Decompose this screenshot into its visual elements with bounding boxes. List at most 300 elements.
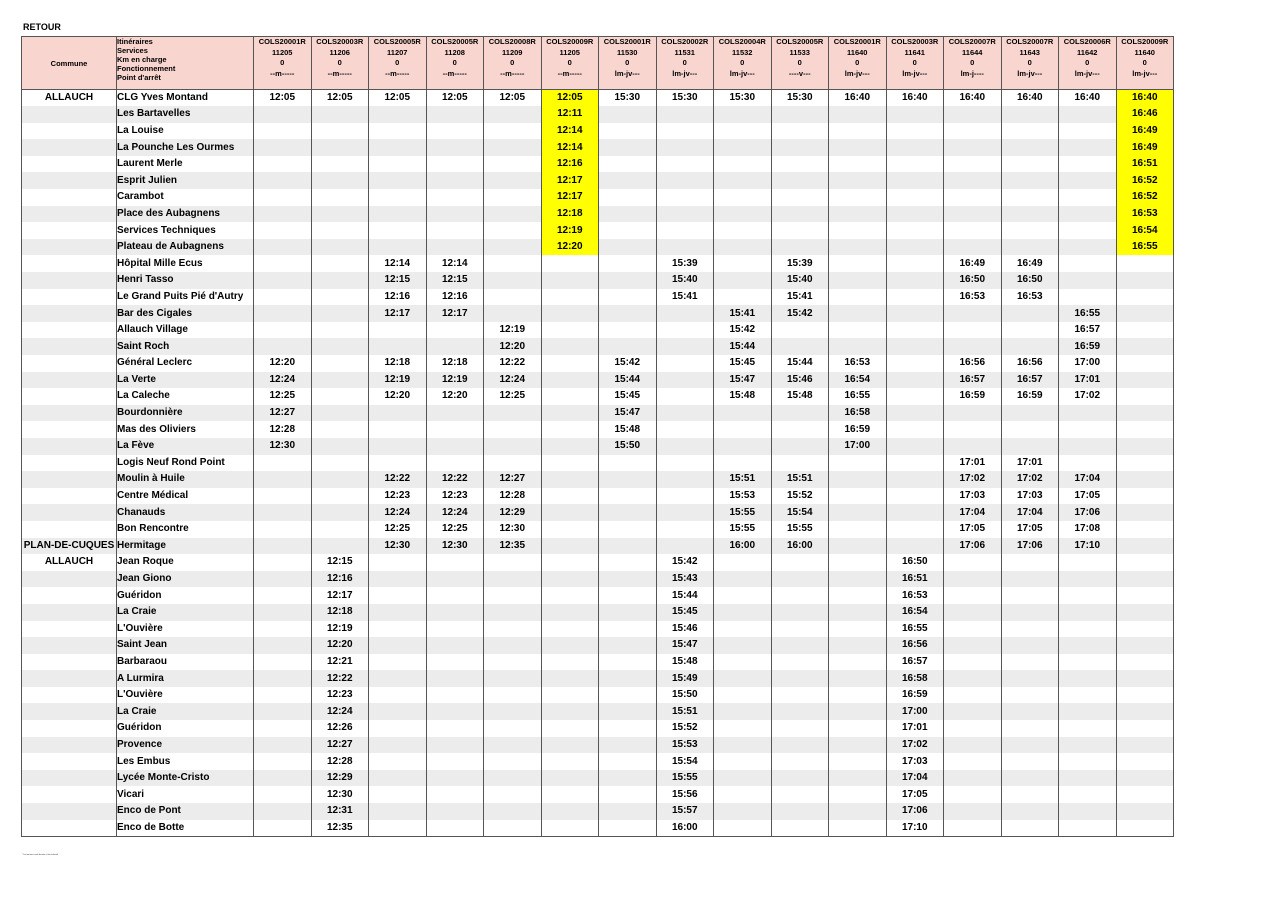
- time-cell: 12:14: [541, 139, 599, 156]
- table-row: [22, 255, 1174, 272]
- time-cell: [1059, 770, 1117, 787]
- time-cell: 12:20: [541, 239, 599, 256]
- table-row: [22, 156, 1174, 173]
- trip-itin: COLS20007R: [1006, 37, 1054, 46]
- time-cell: [254, 521, 312, 538]
- time-cell: [656, 421, 714, 438]
- table-row: [22, 571, 1174, 588]
- commune-cell: [22, 305, 117, 322]
- time-cell: 12:15: [369, 272, 427, 289]
- time-cell: 12:16: [369, 289, 427, 306]
- table-row: [22, 405, 1174, 422]
- time-cell: 12:24: [426, 504, 484, 521]
- time-cell: [484, 172, 542, 189]
- commune-cell: [22, 703, 117, 720]
- time-cell: [541, 521, 599, 538]
- time-cell: 15:56: [656, 786, 714, 803]
- stop-name: Mas des Oliviers: [117, 421, 254, 438]
- time-cell: 12:14: [541, 123, 599, 140]
- time-cell: [1116, 322, 1174, 339]
- time-cell: [369, 703, 427, 720]
- time-cell: [886, 305, 944, 322]
- time-cell: [829, 206, 887, 223]
- time-cell: [541, 338, 599, 355]
- time-cell: [1116, 720, 1174, 737]
- stop-name: Esprit Julien: [117, 172, 254, 189]
- time-cell: [1116, 703, 1174, 720]
- time-cell: [1059, 272, 1117, 289]
- trip-fonct: lm-jv---: [1132, 68, 1158, 78]
- time-cell: [254, 654, 312, 671]
- time-cell: [1059, 239, 1117, 256]
- stop-name: Place des Aubagnens: [117, 206, 254, 223]
- table-row: [22, 106, 1174, 123]
- stop-name: Saint Roch: [117, 338, 254, 355]
- time-cell: [829, 554, 887, 571]
- commune-cell: [22, 621, 117, 638]
- time-cell: [771, 670, 829, 687]
- time-cell: 12:22: [311, 670, 369, 687]
- time-cell: 15:30: [656, 90, 714, 107]
- time-cell: [829, 720, 887, 737]
- trip-km: 0: [1085, 58, 1090, 67]
- time-cell: [254, 305, 312, 322]
- time-cell: [311, 305, 369, 322]
- time-cell: [541, 786, 599, 803]
- stop-name: Jean Roque: [117, 554, 254, 571]
- time-cell: [254, 123, 312, 140]
- time-cell: [369, 206, 427, 223]
- time-cell: 12:30: [254, 438, 312, 455]
- time-cell: [311, 538, 369, 555]
- table-row: [22, 786, 1174, 803]
- time-cell: [426, 239, 484, 256]
- commune-cell: [22, 654, 117, 671]
- time-cell: 12:26: [311, 720, 369, 737]
- time-cell: [886, 239, 944, 256]
- time-cell: [254, 538, 312, 555]
- time-cell: 15:54: [656, 753, 714, 770]
- time-cell: [1116, 305, 1174, 322]
- time-cell: [714, 703, 772, 720]
- time-cell: 15:48: [714, 388, 772, 405]
- time-cell: [426, 720, 484, 737]
- time-cell: [714, 786, 772, 803]
- time-cell: [714, 654, 772, 671]
- time-cell: [541, 405, 599, 422]
- trip-itin: COLS20004R: [718, 37, 766, 46]
- time-cell: [311, 405, 369, 422]
- time-cell: 15:39: [656, 255, 714, 272]
- time-cell: [944, 139, 1002, 156]
- trip-km: 0: [797, 58, 802, 67]
- time-cell: [369, 587, 427, 604]
- time-cell: [1001, 654, 1059, 671]
- time-cell: [656, 355, 714, 372]
- commune-cell: [22, 421, 117, 438]
- trip-service: 11644: [962, 47, 983, 57]
- time-cell: [771, 554, 829, 571]
- timetable: [21, 36, 1174, 837]
- trip-km: 0: [970, 58, 975, 67]
- time-cell: 15:55: [714, 521, 772, 538]
- table-row: [22, 770, 1174, 787]
- time-cell: [1116, 637, 1174, 654]
- stop-name: Moulin à Huile: [117, 471, 254, 488]
- time-cell: [1059, 587, 1117, 604]
- time-cell: 12:14: [369, 255, 427, 272]
- time-cell: [254, 687, 312, 704]
- time-cell: [484, 222, 542, 239]
- time-cell: 15:55: [714, 504, 772, 521]
- time-cell: [944, 222, 1002, 239]
- time-cell: [311, 488, 369, 505]
- time-cell: 16:49: [1116, 139, 1174, 156]
- time-cell: [771, 421, 829, 438]
- label-fonctionnement: Fonctionnement: [117, 64, 176, 73]
- commune-cell: [22, 455, 117, 472]
- time-cell: [1059, 156, 1117, 173]
- time-cell: [886, 222, 944, 239]
- time-cell: [1116, 388, 1174, 405]
- time-cell: [254, 786, 312, 803]
- commune-cell: [22, 222, 117, 239]
- time-cell: 16:50: [1001, 272, 1059, 289]
- time-cell: [484, 405, 542, 422]
- time-cell: [771, 106, 829, 123]
- time-cell: [369, 123, 427, 140]
- time-cell: [886, 521, 944, 538]
- time-cell: [1059, 687, 1117, 704]
- time-cell: [541, 571, 599, 588]
- time-cell: [771, 621, 829, 638]
- time-cell: [714, 803, 772, 820]
- time-cell: [1059, 438, 1117, 455]
- trip-header: [1001, 37, 1059, 90]
- time-cell: 15:54: [771, 504, 829, 521]
- time-cell: 15:30: [599, 90, 657, 107]
- time-cell: 16:58: [886, 670, 944, 687]
- commune-cell: PLAN-DE-CUQUES: [22, 538, 117, 555]
- time-cell: 12:16: [311, 571, 369, 588]
- commune-cell: [22, 388, 117, 405]
- time-cell: 12:05: [484, 90, 542, 107]
- trip-service: 11642: [1077, 47, 1098, 57]
- stop-name: Bourdonnière: [117, 405, 254, 422]
- time-cell: [369, 405, 427, 422]
- time-cell: [656, 538, 714, 555]
- time-cell: [599, 770, 657, 787]
- commune-cell: [22, 272, 117, 289]
- time-cell: [254, 554, 312, 571]
- time-cell: 17:00: [829, 438, 887, 455]
- table-row: [22, 90, 1174, 107]
- trip-header: [829, 37, 887, 90]
- commune-cell: [22, 289, 117, 306]
- time-cell: [311, 455, 369, 472]
- time-cell: 15:48: [656, 654, 714, 671]
- time-cell: [656, 222, 714, 239]
- time-cell: 15:39: [771, 255, 829, 272]
- time-cell: [254, 770, 312, 787]
- time-cell: 15:42: [714, 322, 772, 339]
- stop-name: La Louise: [117, 123, 254, 140]
- time-cell: [1059, 289, 1117, 306]
- time-cell: [599, 654, 657, 671]
- time-cell: [1001, 554, 1059, 571]
- time-cell: [426, 222, 484, 239]
- time-cell: 16:56: [944, 355, 1002, 372]
- time-cell: [829, 272, 887, 289]
- time-cell: 17:02: [1059, 388, 1117, 405]
- time-cell: [944, 670, 1002, 687]
- time-cell: 12:28: [311, 753, 369, 770]
- time-cell: 15:47: [599, 405, 657, 422]
- time-cell: [944, 786, 1002, 803]
- time-cell: [599, 720, 657, 737]
- time-cell: [656, 106, 714, 123]
- time-cell: 16:54: [1116, 222, 1174, 239]
- time-cell: [714, 637, 772, 654]
- time-cell: 12:22: [369, 471, 427, 488]
- table-row: [22, 139, 1174, 156]
- time-cell: [369, 654, 427, 671]
- time-cell: 12:24: [311, 703, 369, 720]
- time-cell: [369, 172, 427, 189]
- time-cell: [599, 471, 657, 488]
- time-cell: 12:17: [541, 189, 599, 206]
- commune-cell: [22, 438, 117, 455]
- time-cell: [886, 289, 944, 306]
- time-cell: [714, 222, 772, 239]
- time-cell: [1001, 322, 1059, 339]
- time-cell: [426, 156, 484, 173]
- time-cell: 16:55: [1059, 305, 1117, 322]
- time-cell: 16:00: [656, 820, 714, 837]
- time-cell: [1059, 123, 1117, 140]
- time-cell: [484, 687, 542, 704]
- time-cell: 12:30: [369, 538, 427, 555]
- time-cell: 16:46: [1116, 106, 1174, 123]
- time-cell: [1116, 820, 1174, 837]
- stop-name: Lycée Monte-Cristo: [117, 770, 254, 787]
- time-cell: 16:58: [829, 405, 887, 422]
- trip-itin: COLS20002R: [661, 37, 709, 46]
- time-cell: 17:06: [944, 538, 1002, 555]
- time-cell: [944, 803, 1002, 820]
- time-cell: [1116, 571, 1174, 588]
- time-cell: 15:48: [771, 388, 829, 405]
- time-cell: [369, 670, 427, 687]
- time-cell: 16:53: [1001, 289, 1059, 306]
- time-cell: [944, 621, 1002, 638]
- time-cell: [311, 504, 369, 521]
- time-cell: [311, 156, 369, 173]
- time-cell: [484, 770, 542, 787]
- time-cell: [886, 488, 944, 505]
- time-cell: 12:22: [426, 471, 484, 488]
- commune-cell: [22, 156, 117, 173]
- time-cell: 16:57: [1059, 322, 1117, 339]
- commune-cell: [22, 355, 117, 372]
- trip-service: 11643: [1019, 47, 1040, 57]
- time-cell: 16:52: [1116, 189, 1174, 206]
- time-cell: 16:50: [886, 554, 944, 571]
- trip-itin: COLS20001R: [258, 37, 306, 46]
- stop-name: Les Embus: [117, 753, 254, 770]
- time-cell: [771, 703, 829, 720]
- stop-name: Centre Médical: [117, 488, 254, 505]
- time-cell: [484, 720, 542, 737]
- time-cell: [656, 504, 714, 521]
- time-cell: [484, 637, 542, 654]
- label-itineraires: Itinéraires: [117, 37, 153, 46]
- trip-fonct: --m-----: [442, 68, 467, 78]
- footnote: * les horaires sont donnés à titre indicatif: [22, 854, 59, 856]
- time-cell: 17:08: [1059, 521, 1117, 538]
- trip-fonct: lm-jv---: [1074, 68, 1100, 78]
- time-cell: 12:05: [426, 90, 484, 107]
- time-cell: [599, 156, 657, 173]
- time-cell: [886, 504, 944, 521]
- time-cell: [886, 206, 944, 223]
- time-cell: [944, 604, 1002, 621]
- table-row: [22, 488, 1174, 505]
- time-cell: [541, 737, 599, 754]
- time-cell: [1001, 770, 1059, 787]
- time-cell: [714, 272, 772, 289]
- trip-km: 0: [1027, 58, 1032, 67]
- time-cell: [829, 305, 887, 322]
- time-cell: [944, 156, 1002, 173]
- stop-name: Enco de Botte: [117, 820, 254, 837]
- stop-name: Allauch Village: [117, 322, 254, 339]
- time-cell: [829, 786, 887, 803]
- time-cell: [426, 786, 484, 803]
- time-cell: 15:48: [599, 421, 657, 438]
- trip-header: [541, 37, 599, 90]
- time-cell: [714, 554, 772, 571]
- time-cell: 17:02: [944, 471, 1002, 488]
- time-cell: [714, 289, 772, 306]
- time-cell: [771, 571, 829, 588]
- time-cell: [944, 637, 1002, 654]
- trip-service: 11532: [732, 47, 753, 57]
- time-cell: [426, 322, 484, 339]
- time-cell: [254, 106, 312, 123]
- time-cell: 16:40: [829, 90, 887, 107]
- time-cell: [369, 770, 427, 787]
- time-cell: [829, 471, 887, 488]
- trip-header: [944, 37, 1002, 90]
- time-cell: [599, 488, 657, 505]
- time-cell: 16:49: [1001, 255, 1059, 272]
- time-cell: 17:04: [886, 770, 944, 787]
- time-cell: [714, 621, 772, 638]
- trip-service: 11640: [1134, 47, 1155, 57]
- time-cell: [369, 554, 427, 571]
- time-cell: [254, 239, 312, 256]
- stop-name: Chanauds: [117, 504, 254, 521]
- time-cell: [771, 206, 829, 223]
- table-row: [22, 388, 1174, 405]
- time-cell: 16:54: [886, 604, 944, 621]
- time-cell: 17:03: [1001, 488, 1059, 505]
- time-cell: 17:02: [1001, 471, 1059, 488]
- trip-fonct: lm-jv---: [902, 68, 928, 78]
- commune-cell: [22, 405, 117, 422]
- time-cell: 17:05: [1001, 521, 1059, 538]
- stop-name: La Pounche Les Ourmes: [117, 139, 254, 156]
- time-cell: [714, 206, 772, 223]
- time-cell: [254, 156, 312, 173]
- time-cell: [886, 338, 944, 355]
- stop-name: Provence: [117, 737, 254, 754]
- time-cell: [829, 654, 887, 671]
- table-row: [22, 538, 1174, 555]
- time-cell: 15:42: [599, 355, 657, 372]
- time-cell: [829, 289, 887, 306]
- time-cell: 12:16: [541, 156, 599, 173]
- time-cell: [656, 172, 714, 189]
- time-cell: [886, 355, 944, 372]
- time-cell: [771, 139, 829, 156]
- time-cell: 16:40: [1116, 90, 1174, 107]
- time-cell: [1001, 438, 1059, 455]
- time-cell: 16:59: [1001, 388, 1059, 405]
- time-cell: [1116, 604, 1174, 621]
- time-cell: [1059, 222, 1117, 239]
- time-cell: [541, 637, 599, 654]
- table-row: [22, 421, 1174, 438]
- time-cell: 12:19: [541, 222, 599, 239]
- trip-fonct: --m-----: [270, 68, 295, 78]
- time-cell: 12:35: [311, 820, 369, 837]
- time-cell: [944, 770, 1002, 787]
- stop-name: Bar des Cigales: [117, 305, 254, 322]
- trip-header: [771, 37, 829, 90]
- time-cell: 17:10: [1059, 538, 1117, 555]
- time-cell: [254, 471, 312, 488]
- time-cell: [1059, 189, 1117, 206]
- time-cell: 16:53: [944, 289, 1002, 306]
- time-cell: [484, 753, 542, 770]
- time-cell: 15:44: [714, 338, 772, 355]
- time-cell: [1116, 455, 1174, 472]
- time-cell: [484, 803, 542, 820]
- table-row: [22, 272, 1174, 289]
- time-cell: [311, 421, 369, 438]
- stop-name: Laurent Merle: [117, 156, 254, 173]
- time-cell: [656, 206, 714, 223]
- time-cell: [369, 720, 427, 737]
- time-cell: 12:19: [484, 322, 542, 339]
- time-cell: [426, 172, 484, 189]
- time-cell: [656, 156, 714, 173]
- time-cell: [944, 703, 1002, 720]
- time-cell: 12:25: [484, 388, 542, 405]
- commune-cell: [22, 338, 117, 355]
- time-cell: [1001, 571, 1059, 588]
- time-cell: 12:30: [311, 786, 369, 803]
- time-cell: [254, 455, 312, 472]
- time-cell: 15:51: [656, 703, 714, 720]
- stop-name: Le Grand Puits Pié d'Autry: [117, 289, 254, 306]
- time-cell: 15:47: [714, 372, 772, 389]
- trip-service: 11207: [387, 47, 408, 57]
- time-cell: 15:57: [656, 803, 714, 820]
- time-cell: 12:19: [311, 621, 369, 638]
